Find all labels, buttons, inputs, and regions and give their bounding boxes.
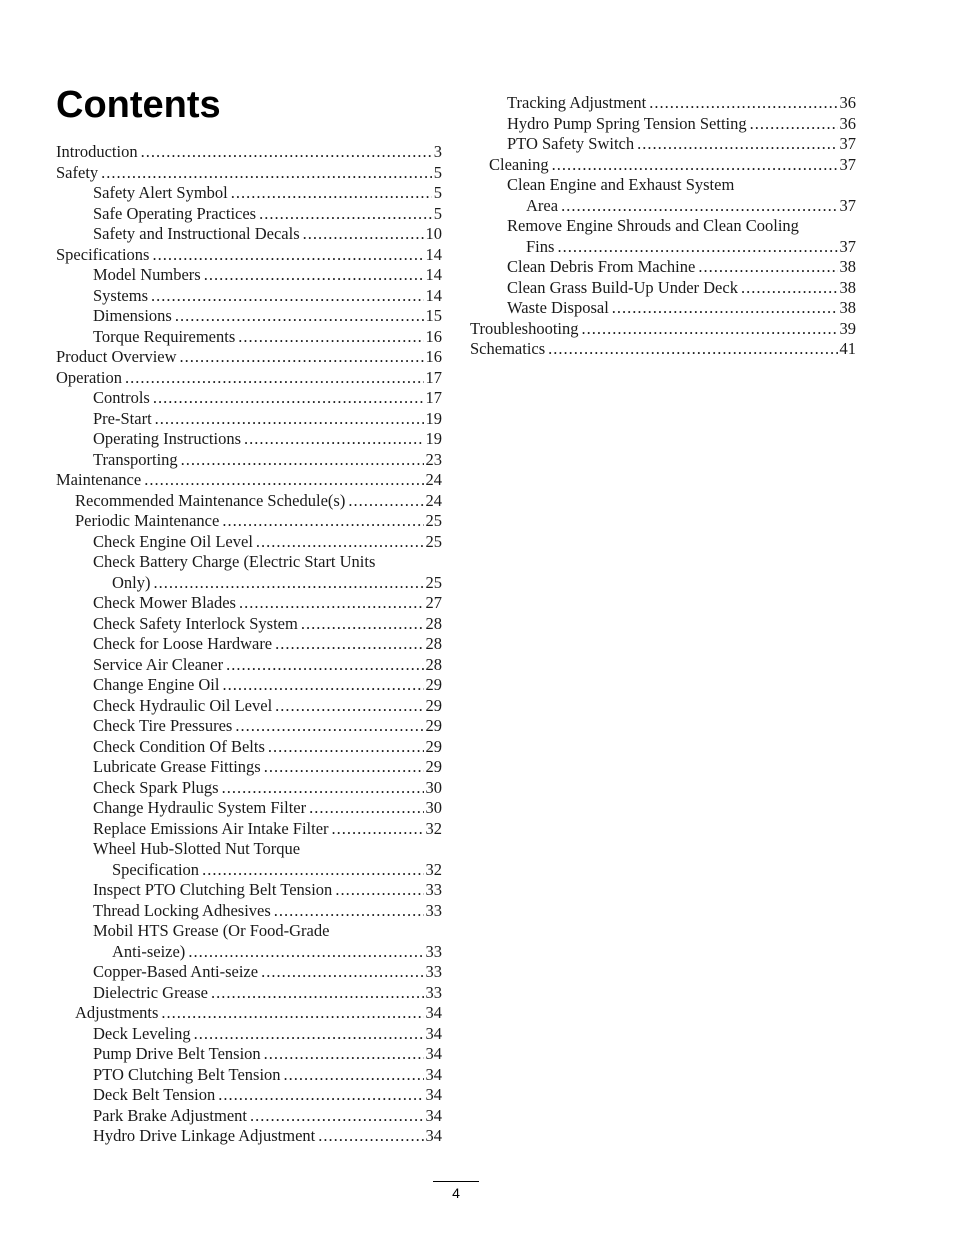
toc-entry-title: Torque Requirements [93, 326, 236, 346]
toc-leader-dots [637, 134, 837, 155]
toc-entry-title: Check Mower Blades [93, 593, 236, 612]
toc-entry-page: 24 [425, 490, 442, 510]
toc-entry-page: 34 [425, 1023, 442, 1043]
toc-entry-title: Model Numbers [93, 265, 201, 284]
toc-entry-title: Adjustments [75, 1003, 159, 1022]
toc-leader-dots [211, 983, 424, 1004]
toc-entry-title: Systems [93, 285, 149, 305]
toc-leader-dots [141, 142, 432, 163]
toc-entry[interactable] [93, 716, 442, 737]
toc-entry[interactable] [112, 573, 442, 594]
toc-entry-title: Only) [112, 572, 151, 592]
toc-entry-page: 29 [425, 716, 442, 735]
toc-leader-dots [231, 183, 432, 204]
toc-leader-dots [235, 716, 423, 737]
toc-entry[interactable] [93, 265, 442, 286]
toc-entry-title: Anti-seize) [112, 941, 186, 961]
toc-entry-page: 5 [433, 183, 442, 202]
page-title: Contents [56, 84, 221, 126]
toc-entry-page: 37 [839, 236, 856, 256]
toc-entry-page: 3 [433, 142, 442, 161]
toc-leader-dots [180, 347, 424, 368]
toc-entry[interactable] [56, 470, 442, 491]
toc-entry-title: Fins [526, 236, 555, 256]
toc-entry-title: Area [526, 195, 559, 215]
toc-entry[interactable] [56, 347, 442, 368]
toc-entry-page: 34 [425, 1003, 442, 1022]
toc-entry-title: Introduction [56, 142, 138, 161]
toc-entry[interactable] [56, 142, 442, 163]
toc-entry[interactable] [56, 163, 442, 184]
toc-entry-title: Operation [56, 367, 122, 387]
toc-leader-dots [188, 942, 423, 963]
toc-entry-page: 10 [425, 224, 442, 243]
toc-entry[interactable] [93, 880, 442, 901]
toc-entry-page: 29 [425, 695, 442, 715]
toc-entry-page: 32 [425, 859, 442, 879]
toc-entry-page: 23 [425, 449, 442, 469]
toc-entry[interactable] [112, 860, 442, 881]
toc-leader-dots [154, 573, 424, 594]
toc-entry[interactable] [507, 298, 856, 319]
toc-entry[interactable] [93, 901, 442, 922]
toc-leader-dots [301, 614, 424, 635]
toc-leader-dots [582, 319, 838, 340]
toc-leader-dots [303, 224, 424, 245]
toc-entry[interactable] [93, 204, 442, 225]
toc-entry-page: 38 [839, 257, 856, 276]
toc-entry-title: Deck Belt Tension [93, 1085, 216, 1104]
toc-entry-page: 34 [425, 1044, 442, 1063]
toc-leader-dots [548, 339, 837, 360]
toc-entry[interactable]: Mobil HTS Grease (Or Food-Grade [93, 921, 330, 940]
toc-entry-title: Cleaning [489, 154, 549, 174]
toc-leader-dots [226, 655, 423, 676]
toc-leader-dots [144, 470, 423, 491]
toc-leader-dots [335, 880, 423, 901]
toc-entry-page: 28 [425, 613, 442, 633]
toc-entry[interactable] [93, 819, 442, 840]
toc-leader-dots [264, 757, 424, 778]
toc-entry[interactable] [507, 93, 856, 114]
toc-entry[interactable] [75, 1003, 442, 1024]
toc-entry-title: Operating Instructions [93, 429, 242, 448]
toc-entry[interactable] [93, 634, 442, 655]
toc-entry-page: 17 [425, 388, 442, 407]
toc-entry-page: 19 [425, 429, 442, 448]
toc-leader-dots [256, 532, 424, 553]
toc-entry-title: Service Air Cleaner [93, 654, 224, 674]
toc-entry[interactable] [93, 778, 442, 799]
toc-leader-dots [222, 778, 424, 799]
toc-entry[interactable] [93, 614, 442, 635]
toc-entry-page: 33 [425, 962, 442, 981]
toc-entry-title: Safety Alert Symbol [93, 183, 228, 202]
toc-entry[interactable] [93, 1044, 442, 1065]
toc-entry-page: 29 [425, 675, 442, 694]
toc-entry-page: 39 [839, 318, 856, 338]
toc-entry[interactable] [470, 339, 856, 360]
toc-entry-title: Schematics [470, 339, 546, 358]
toc-entry-page: 17 [425, 367, 442, 387]
toc-entry[interactable] [93, 655, 442, 676]
toc-entry-title: Clean Grass Build-Up Under Deck [507, 277, 738, 297]
toc-entry[interactable] [75, 491, 442, 512]
toc-entry-title: Hydro Pump Spring Tension Setting [507, 113, 747, 133]
toc-entry-page: 33 [425, 982, 442, 1002]
toc-entry-title: Check Condition Of Belts [93, 736, 265, 756]
toc-entry[interactable] [470, 319, 856, 340]
toc-entry[interactable]: Wheel Hub-Slotted Nut Torque [93, 839, 301, 858]
toc-leader-dots [152, 245, 423, 266]
toc-entry-page: 34 [425, 1064, 442, 1084]
toc-leader-dots [194, 1024, 424, 1045]
toc-entry-page: 5 [433, 162, 442, 182]
toc-entry-page: 36 [839, 113, 856, 133]
toc-entry[interactable] [93, 183, 442, 204]
toc-leader-dots [557, 237, 837, 258]
toc-leader-dots [348, 491, 423, 512]
toc-leader-dots [264, 1044, 424, 1065]
toc-entry-page: 33 [425, 900, 442, 920]
toc-leader-dots [204, 265, 424, 286]
toc-leader-dots [274, 901, 424, 922]
toc-leader-dots [155, 409, 424, 430]
toc-entry[interactable] [93, 1024, 442, 1045]
page-number-rule [433, 1181, 479, 1182]
toc-entry-title: Check Tire Pressures [93, 716, 233, 735]
toc-entry[interactable] [56, 368, 442, 389]
toc-leader-dots [649, 93, 837, 114]
toc-entry[interactable] [507, 278, 856, 299]
toc-entry[interactable] [507, 134, 856, 155]
toc-entry[interactable] [75, 511, 442, 532]
toc-entry[interactable] [93, 450, 442, 471]
toc-entry-title: Change Engine Oil [93, 675, 220, 694]
toc-leader-dots [161, 1003, 423, 1024]
toc-leader-dots [250, 1106, 424, 1127]
toc-entry[interactable] [93, 532, 442, 553]
toc-entry-title: Lubricate Grease Fittings [93, 757, 261, 776]
toc-entry-page: 14 [425, 265, 442, 284]
toc-leader-dots [612, 298, 838, 319]
toc-leader-dots [153, 388, 424, 409]
toc-entry-page: 34 [425, 1105, 442, 1125]
toc-leader-dots [125, 368, 424, 389]
toc-entry-title: Troubleshooting [470, 318, 579, 338]
toc-leader-dots [552, 155, 838, 176]
toc-entry[interactable] [93, 1085, 442, 1106]
toc-entry-title: Pre-Start [93, 408, 152, 428]
toc-entry-title: Specifications [56, 244, 150, 264]
toc-entry-page: 25 [425, 572, 442, 592]
toc-entry-page: 32 [425, 818, 442, 838]
toc-entry-page: 14 [425, 244, 442, 264]
toc-leader-dots [239, 593, 424, 614]
toc-entry-title: Thread Locking Adhesives [93, 900, 271, 920]
toc-entry-title: PTO Safety Switch [507, 134, 635, 153]
toc-entry-page: 33 [425, 880, 442, 899]
toc-entry-page: 15 [425, 306, 442, 325]
toc-entry-page: 25 [425, 511, 442, 530]
toc-entry-title: Periodic Maintenance [75, 511, 220, 530]
toc-entry[interactable] [93, 409, 442, 430]
toc-leader-dots [238, 327, 423, 348]
toc-leader-dots [151, 286, 423, 307]
toc-leader-dots [259, 204, 432, 225]
toc-entry[interactable] [93, 429, 442, 450]
toc-entry[interactable] [93, 757, 442, 778]
toc-entry-title: Specification [112, 859, 200, 879]
toc-entry[interactable] [93, 983, 442, 1004]
toc-entry-page: 25 [425, 531, 442, 551]
toc-entry-page: 5 [433, 203, 442, 223]
toc-leader-dots [284, 1065, 424, 1086]
toc-leader-dots [332, 819, 424, 840]
toc-entry[interactable] [93, 593, 442, 614]
toc-entry-page: 38 [839, 277, 856, 297]
toc-leader-dots [244, 429, 423, 450]
toc-entry-title: Transporting [93, 449, 178, 469]
toc-entry-title: Change Hydraulic System Filter [93, 798, 307, 817]
toc-entry-title: Controls [93, 388, 150, 407]
toc-entry-title: Recommended Maintenance Schedule(s) [75, 490, 346, 510]
toc-leader-dots [202, 860, 423, 881]
toc-entry-page: 30 [425, 798, 442, 817]
toc-entry[interactable]: Clean Engine and Exhaust System [507, 175, 735, 194]
toc-entry-page: 37 [839, 195, 856, 215]
toc-leader-dots [222, 511, 423, 532]
toc-leader-dots [561, 196, 837, 217]
toc-entry[interactable] [507, 114, 856, 135]
toc-leader-dots [275, 634, 423, 655]
toc-entry-title: Clean Debris From Machine [507, 257, 696, 276]
toc-entry-page: 27 [425, 593, 442, 612]
toc-entry-title: Tracking Adjustment [507, 93, 647, 112]
toc-entry-title: Check Safety Interlock System [93, 613, 298, 633]
toc-entry[interactable]: Remove Engine Shrouds and Clean Cooling [507, 216, 799, 235]
toc-entry[interactable] [526, 237, 856, 258]
toc-entry-title: Safe Operating Practices [93, 203, 257, 223]
toc-entry-page: 16 [425, 326, 442, 346]
toc-entry-title: Park Brake Adjustment [93, 1105, 247, 1125]
toc-entry-page: 24 [425, 470, 442, 489]
toc-entry-page: 19 [425, 408, 442, 428]
toc-entry[interactable] [93, 696, 442, 717]
toc-entry[interactable] [93, 306, 442, 327]
toc-entry-title: Inspect PTO Clutching Belt Tension [93, 880, 333, 899]
toc-entry[interactable] [56, 245, 442, 266]
toc-entry[interactable]: Check Battery Charge (Electric Start Units [93, 552, 376, 571]
toc-entry-page: 34 [425, 1085, 442, 1104]
toc-entry[interactable] [526, 196, 856, 217]
toc-leader-dots [275, 696, 423, 717]
toc-leader-dots [741, 278, 838, 299]
toc-entry-title: Pump Drive Belt Tension [93, 1044, 261, 1063]
toc-entry-title: Check for Loose Hardware [93, 634, 273, 653]
toc-entry-title: Dielectric Grease [93, 982, 208, 1002]
toc-entry[interactable] [93, 737, 442, 758]
toc-entry-title: Product Overview [56, 347, 177, 366]
toc-leader-dots [175, 306, 424, 327]
toc-leader-dots [222, 675, 423, 696]
toc-entry-title: Hydro Drive Linkage Adjustment [93, 1126, 316, 1145]
toc-entry[interactable] [93, 962, 442, 983]
toc-entry-page: 29 [425, 736, 442, 756]
toc-entry-page: 33 [425, 941, 442, 961]
toc-leader-dots [218, 1085, 423, 1106]
toc-entry[interactable] [93, 286, 442, 307]
toc-entry-page: 28 [425, 654, 442, 674]
toc-leader-dots [101, 163, 432, 184]
toc-entry-page: 34 [425, 1126, 442, 1145]
toc-entry-title: Dimensions [93, 306, 172, 325]
toc-leader-dots [261, 962, 423, 983]
toc-entry-title: Check Hydraulic Oil Level [93, 695, 273, 715]
page-number: 4 [452, 1185, 460, 1201]
toc-leader-dots [750, 114, 838, 135]
toc-leader-dots [698, 257, 837, 278]
toc-entry-page: 36 [839, 93, 856, 112]
toc-entry-title: Check Spark Plugs [93, 777, 219, 797]
toc-leader-dots [309, 798, 423, 819]
toc-entry-page: 37 [839, 134, 856, 153]
toc-leader-dots [268, 737, 424, 758]
toc-entry-page: 30 [425, 777, 442, 797]
toc-entry[interactable] [93, 1126, 442, 1147]
toc-entry[interactable] [93, 675, 442, 696]
toc-leader-dots [181, 450, 424, 471]
toc-entry-title: Deck Leveling [93, 1023, 191, 1043]
toc-entry-title: Copper-Based Anti-seize [93, 962, 259, 981]
toc-entry[interactable] [489, 155, 856, 176]
toc-entry-title: Check Engine Oil Level [93, 531, 253, 551]
toc-entry-title: Safety [56, 162, 99, 182]
toc-entry[interactable] [93, 1106, 442, 1127]
toc-entry-title: Maintenance [56, 470, 142, 489]
toc-entry[interactable] [112, 942, 442, 963]
toc-entry-title: Replace Emissions Air Intake Filter [93, 818, 329, 838]
toc-entry-page: 41 [839, 339, 856, 358]
toc-entry[interactable] [507, 257, 856, 278]
toc-entry-page: 38 [839, 298, 856, 317]
toc-entry[interactable] [93, 798, 442, 819]
toc-entry[interactable] [93, 1065, 442, 1086]
toc-leader-dots [318, 1126, 423, 1147]
toc-entry-page: 29 [425, 757, 442, 776]
toc-entry-page: 28 [425, 634, 442, 653]
toc-entry-page: 16 [425, 347, 442, 366]
toc-entry[interactable] [93, 224, 442, 245]
toc-entry-title: Waste Disposal [507, 298, 609, 317]
toc-entry[interactable] [93, 327, 442, 348]
toc-entry-page: 37 [839, 154, 856, 174]
toc-entry[interactable] [93, 388, 442, 409]
toc-entry-title: PTO Clutching Belt Tension [93, 1064, 281, 1084]
toc-entry-title: Safety and Instructional Decals [93, 224, 300, 243]
toc-entry-page: 14 [425, 285, 442, 305]
